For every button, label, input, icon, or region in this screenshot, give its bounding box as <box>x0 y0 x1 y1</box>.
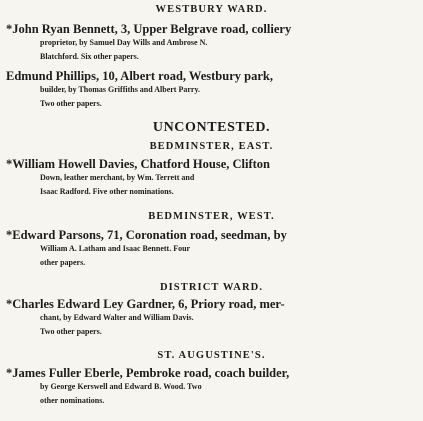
ward-heading-st-augustines: ST. AUGUSTINE'S. <box>157 350 266 361</box>
entry-line: William A. Latham and Isaac Bennett. Four <box>40 244 191 254</box>
entry-line: Isaac Radford. Five other nominations. <box>40 187 174 197</box>
nomination-entry-parsons <box>6 228 419 271</box>
entry-line: *James Fuller Eberle, Pembroke road, coach builder, <box>6 366 290 380</box>
ward-heading-westbury: WESTBURY WARD. <box>155 4 268 15</box>
entry-line: *Charles Edward Ley Gardner, 6, Priory road, mer- <box>6 297 285 311</box>
entry-line: *William Howell Davies, Chatford House, Clifton <box>6 157 271 171</box>
entry-line: other nominations. <box>40 396 105 406</box>
entry-line: Edmund Phillips, 10, Albert road, Westbury park, <box>6 69 273 83</box>
nomination-entry-bennett <box>6 22 419 65</box>
entry-line: chant, by Edward Walter and William Davis. <box>40 313 194 323</box>
nomination-entry-eberle <box>6 366 419 409</box>
ward-heading-district: DISTRICT WARD. <box>159 282 264 293</box>
entry-line: other papers. <box>40 258 86 268</box>
entry-line: *Edward Parsons, 71, Coronation road, seedman, by <box>6 228 287 242</box>
entry-line: Down, leather merchant, by Wm. Terrett and <box>40 173 195 183</box>
nomination-entry-phillips <box>6 69 419 112</box>
entry-line: *John Ryan Bennett, 3, Upper Belgrave road, colliery <box>6 22 292 36</box>
ward-heading-bedminster-west: BEDMINSTER, WEST. <box>148 211 275 222</box>
nomination-entry-gardner <box>6 297 419 340</box>
entry-line: by George Kerswell and Edward B. Wood. Two <box>40 382 202 392</box>
nomination-entry-davies <box>6 157 419 200</box>
entry-line: Two other papers. <box>40 327 102 337</box>
entry-line: Blatchford. Six other papers. <box>40 52 139 62</box>
uncontested-heading: UNCONTESTED. <box>152 120 271 135</box>
ward-heading-bedminster-east: BEDMINSTER, EAST. <box>149 141 274 152</box>
entry-line: builder, by Thomas Griffiths and Albert Parry. <box>40 85 201 95</box>
entry-line: proprietor, by Samuel Day Wills and Ambrose N. <box>40 38 208 48</box>
entry-line: Two other papers. <box>40 99 102 109</box>
